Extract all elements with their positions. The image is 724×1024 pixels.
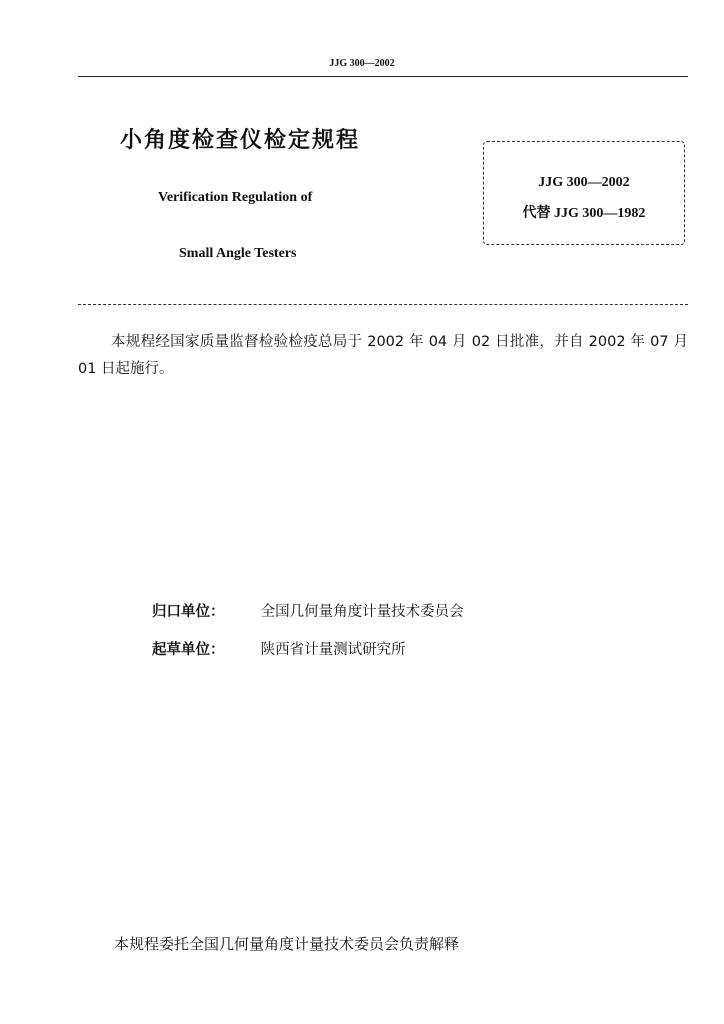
standard-code: JJG 300—2002	[538, 175, 630, 190]
approval-statement: 本规程经国家质量监督检验检疫总局于 2002 年 04 月 02 日批准，并自 2002 年 07 月 01 日起施行。	[78, 334, 688, 377]
unit-label: 起草单位：	[152, 642, 225, 658]
header-rule	[78, 76, 688, 77]
unit-value: 全国几何量角度计量技术委员会	[260, 604, 464, 620]
unit-value: 陕西省计量测试研究所	[260, 642, 406, 658]
title-chinese: 小角度检查仪检定规程	[120, 128, 361, 153]
replaces-code: 代替 JJG 300—1982	[522, 206, 646, 221]
running-header-code: JJG 300—2002	[329, 58, 395, 69]
responsible-unit-row	[152, 600, 464, 621]
title-english-line1: Verification Regulation of	[158, 190, 313, 205]
interpretation-note: 本规程委托全国几何量角度计量技术委员会负责解释	[114, 935, 460, 953]
standard-code-box	[483, 141, 685, 245]
title-english-line2: Small Angle Testers	[179, 246, 297, 261]
unit-label: 归口单位：	[152, 604, 225, 620]
section-divider	[78, 304, 688, 305]
drafting-unit-row	[152, 638, 406, 659]
